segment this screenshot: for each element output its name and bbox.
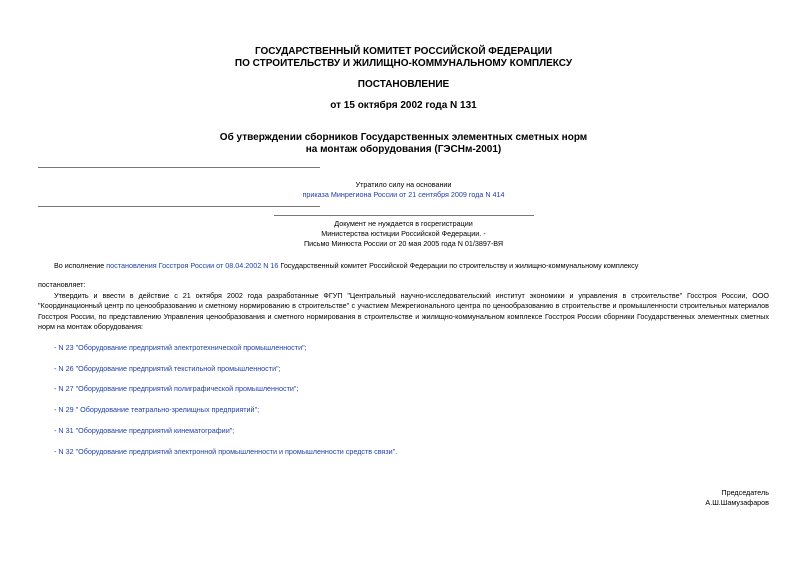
- signature-name: А.Ш.Шамузафаров: [705, 498, 769, 507]
- org-name-line2: ПО СТРОИТЕЛЬСТВУ И ЖИЛИЩНО-КОММУНАЛЬНОМУ КОМПЛЕКСУ: [234, 58, 573, 69]
- document-date-number: от 15 октября 2002 года N 131: [330, 100, 477, 111]
- document-type: ПОСТАНОВЛЕНИЕ: [357, 79, 450, 90]
- org-name-line1: ГОСУДАРСТВЕННЫЙ КОМИТЕТ РОССИЙСКОЙ ФЕДЕРАЦИИ: [254, 46, 553, 57]
- collection-link[interactable]: - N 32 "Оборудование предприятий электронной промышленности и промышленности средств связи".: [54, 447, 398, 456]
- intro-prefix: Во исполнение: [54, 261, 107, 270]
- collection-link[interactable]: - N 26 "Оборудование предприятий текстильной промышленности";: [54, 364, 281, 373]
- collection-link[interactable]: - N 27 "Оборудование предприятий полиграфической промышленности";: [54, 384, 299, 393]
- document-title-line2: на монтаж оборудования (ГЭСНм-2001): [305, 144, 502, 155]
- registration-note-line3: Письмо Минюста России от 20 мая 2005 года N 01/3897-ВЯ: [303, 239, 504, 248]
- collection-link[interactable]: - N 29 " Оборудование театрально-зрелищных предприятий";: [54, 405, 260, 414]
- intro-decree-link[interactable]: постановления Госстроя России от 08.04.2002 N 16: [106, 261, 279, 270]
- registration-note-line2: Министерства юстиции Российской Федерации. -: [321, 229, 486, 238]
- intro-paragraph: [54, 261, 638, 271]
- divider-rule: [38, 206, 320, 207]
- registration-note-line1: Документ не нуждается в госрегистрации: [334, 219, 473, 228]
- intro-suffix: Государственный комитет Российской Федерации по строительству и жилищно-коммунальному комплексу: [278, 261, 639, 270]
- document-title-line1: Об утверждении сборников Государственных элементных сметных норм: [219, 132, 588, 143]
- collection-link[interactable]: - N 23 "Оборудование предприятий электротехнической промышленности";: [54, 343, 307, 352]
- divider-rule: [38, 167, 320, 168]
- collection-link[interactable]: - N 31 "Оборудование предприятий кинематографии";: [54, 426, 235, 435]
- status-note-link[interactable]: приказа Минрегиона России от 21 сентября 2009 года N 414: [302, 190, 505, 199]
- status-note-text: Утратило силу на основании: [355, 180, 452, 189]
- signature-position: Председатель: [721, 488, 769, 497]
- divider-rule: [274, 215, 534, 216]
- resolves-label: постановляет:: [38, 280, 86, 289]
- main-paragraph: Утвердить и ввести в действие с 21 октября 2002 года разработанные ФГУП "Центральный научно-исследовательский институт экономики и управления в строительстве" Госстроя России, ООО "Координационный центр по ценообразованию и сметному нормированию в строительстве" с участием Межрегионального центра по ценообразованию в строительстве и промышленности строительных материалов Госстроя России, по представлению Управления ценообразования и сметного нормирования в строительстве и жилищно-коммунальном комплексе Госстроя России сборники Государственных элементных сметных норм на монтаж оборудования:: [38, 291, 769, 331]
